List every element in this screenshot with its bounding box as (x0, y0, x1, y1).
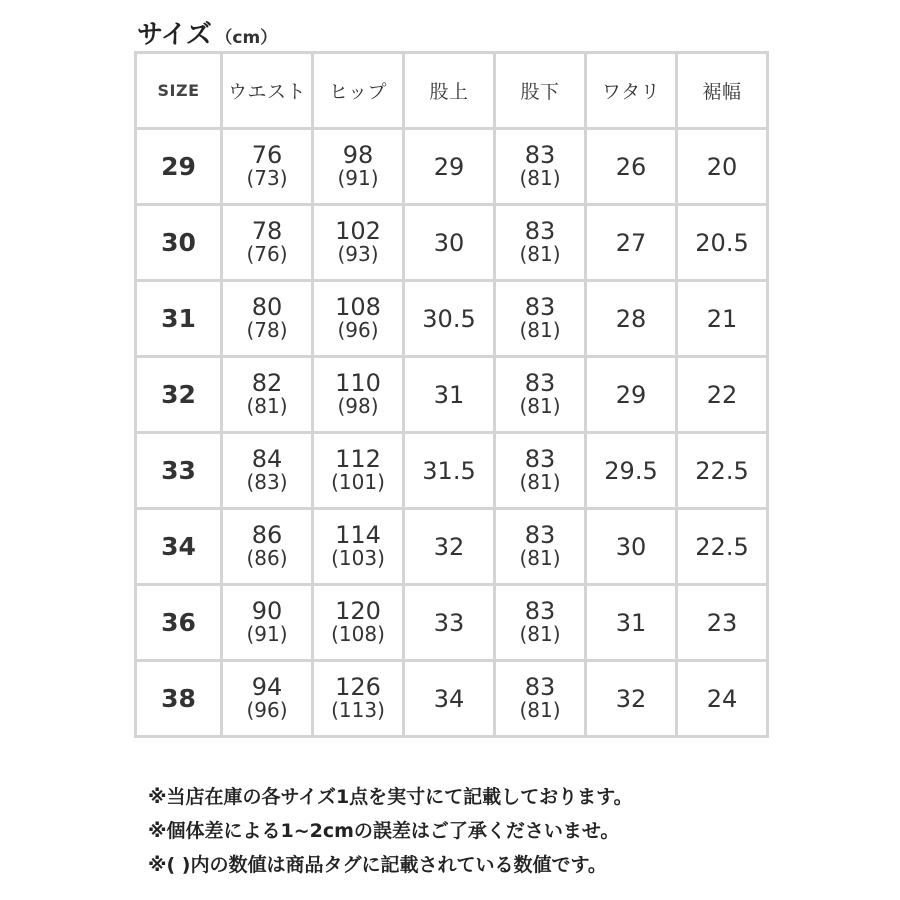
cell-hem (677, 357, 768, 433)
cell-hip-tag: (93) (337, 242, 379, 266)
cell-hip (313, 281, 404, 357)
cell-thigh (586, 357, 677, 433)
cell-hip-actual: 110 (335, 369, 381, 397)
cell-rise-value: 32 (433, 532, 465, 561)
cell-waist-actual: 86 (251, 521, 283, 549)
cell-waist-tag: (73) (246, 166, 288, 190)
cell-waist (222, 357, 313, 433)
cell-rise (404, 433, 495, 509)
cell-thigh (586, 433, 677, 509)
cell-size (136, 205, 222, 281)
cell-inseam-tag: (81) (519, 470, 561, 494)
cell-inseam-actual: 83 (524, 521, 556, 549)
cell-hem-value: 21 (706, 304, 738, 333)
cell-size (136, 129, 222, 205)
cell-waist-tag: (96) (246, 698, 288, 722)
cell-rise (404, 509, 495, 585)
cell-hem-value: 20 (706, 152, 738, 181)
cell-waist-actual: 80 (251, 293, 283, 321)
cell-inseam-tag: (81) (519, 166, 561, 190)
note-tag-values: ※( )内の数値は商品タグに記載されている数値です。 (148, 854, 607, 876)
cell-size (136, 357, 222, 433)
cell-inseam-actual: 83 (524, 293, 556, 321)
table-row (136, 357, 768, 433)
cell-rise-value: 33 (433, 608, 465, 637)
cell-hip-actual: 98 (342, 141, 374, 169)
cell-waist (222, 661, 313, 737)
cell-thigh-value: 32 (615, 684, 647, 713)
cell-inseam (495, 205, 586, 281)
table-row (136, 585, 768, 661)
cell-waist-actual: 90 (251, 597, 283, 625)
cell-hip (313, 129, 404, 205)
cell-inseam-tag: (81) (519, 242, 561, 266)
title-unit: （cm） (215, 28, 278, 48)
cell-hem (677, 509, 768, 585)
cell-inseam-actual: 83 (524, 369, 556, 397)
cell-size (136, 661, 222, 737)
cell-rise (404, 205, 495, 281)
cell-thigh (586, 509, 677, 585)
title-main: サイズ (137, 20, 212, 50)
cell-inseam-actual: 83 (524, 445, 556, 473)
cell-hip (313, 433, 404, 509)
cell-waist (222, 205, 313, 281)
cell-waist-actual: 76 (251, 141, 283, 169)
note-stock: ※当店在庫の各サイズ1点を実寸にて記載しております。 (148, 786, 633, 808)
cell-hem-value: 24 (706, 684, 738, 713)
cell-hem-value: 22.5 (695, 532, 749, 561)
cell-hem (677, 585, 768, 661)
table-body (136, 129, 768, 737)
cell-inseam (495, 129, 586, 205)
cell-hip-actual: 112 (335, 445, 381, 473)
header-waist: ウエスト (222, 53, 313, 129)
table-row (136, 661, 768, 737)
cell-hip (313, 509, 404, 585)
header-size: SIZE (136, 53, 222, 129)
cell-rise-value: 29 (433, 152, 465, 181)
cell-thigh (586, 281, 677, 357)
cell-size-value: 33 (161, 456, 196, 485)
cell-rise (404, 661, 495, 737)
cell-rise (404, 281, 495, 357)
cell-inseam-tag: (81) (519, 622, 561, 646)
header-row (136, 53, 768, 129)
cell-hem-value: 20.5 (695, 228, 749, 257)
cell-waist-actual: 82 (251, 369, 283, 397)
cell-thigh-value: 31 (615, 608, 647, 637)
cell-thigh-value: 28 (615, 304, 647, 333)
cell-hem-value: 22.5 (695, 456, 749, 485)
cell-rise (404, 129, 495, 205)
cell-thigh (586, 661, 677, 737)
cell-hip-tag: (96) (337, 318, 379, 342)
table-row (136, 281, 768, 357)
cell-size-value: 30 (161, 228, 196, 257)
cell-size (136, 281, 222, 357)
cell-waist-actual: 84 (251, 445, 283, 473)
cell-inseam-actual: 83 (524, 141, 556, 169)
cell-hip (313, 585, 404, 661)
cell-waist-tag: (78) (246, 318, 288, 342)
cell-hem-value: 23 (706, 608, 738, 637)
cell-thigh-value: 30 (615, 532, 647, 561)
size-table (134, 51, 769, 738)
cell-rise (404, 585, 495, 661)
header-inseam: 股下 (495, 53, 586, 129)
cell-rise-value: 34 (433, 684, 465, 713)
cell-hip-actual: 102 (335, 217, 381, 245)
cell-inseam-actual: 83 (524, 597, 556, 625)
cell-waist (222, 509, 313, 585)
cell-waist (222, 585, 313, 661)
cell-inseam-tag: (81) (519, 698, 561, 722)
cell-inseam (495, 585, 586, 661)
cell-size-value: 29 (161, 152, 196, 181)
cell-size-value: 36 (161, 608, 196, 637)
note-variance: ※個体差による1~2cmの誤差はご了承くださいませ。 (148, 820, 620, 842)
cell-waist-actual: 78 (251, 217, 283, 245)
cell-hip-tag: (98) (337, 394, 379, 418)
cell-hip (313, 205, 404, 281)
header-rise: 股上 (404, 53, 495, 129)
cell-inseam-tag: (81) (519, 546, 561, 570)
cell-rise-value: 31 (433, 380, 465, 409)
cell-inseam (495, 433, 586, 509)
cell-waist-actual: 94 (251, 673, 283, 701)
cell-size (136, 509, 222, 585)
cell-hip-actual: 126 (335, 673, 381, 701)
notes (148, 782, 633, 884)
cell-hem-value: 22 (706, 380, 738, 409)
table-row (136, 509, 768, 585)
cell-hem (677, 205, 768, 281)
cell-size-value: 31 (161, 304, 196, 333)
cell-waist-tag: (81) (246, 394, 288, 418)
cell-hip (313, 661, 404, 737)
cell-waist-tag: (91) (246, 622, 288, 646)
cell-hip-actual: 108 (335, 293, 381, 321)
cell-inseam (495, 509, 586, 585)
cell-waist-tag: (83) (246, 470, 288, 494)
cell-hip-actual: 114 (335, 521, 381, 549)
header-hip: ヒップ (313, 53, 404, 129)
cell-hem (677, 129, 768, 205)
cell-thigh-value: 29.5 (604, 456, 658, 485)
cell-inseam-tag: (81) (519, 394, 561, 418)
cell-inseam (495, 281, 586, 357)
page-title (137, 14, 277, 52)
cell-hip-tag: (91) (337, 166, 379, 190)
cell-hip-tag: (101) (331, 470, 385, 494)
cell-waist (222, 433, 313, 509)
cell-hip-tag: (108) (331, 622, 385, 646)
cell-size (136, 585, 222, 661)
cell-size-value: 38 (161, 684, 196, 713)
cell-size-value: 32 (161, 380, 196, 409)
cell-inseam (495, 661, 586, 737)
cell-waist-tag: (86) (246, 546, 288, 570)
cell-thigh-value: 26 (615, 152, 647, 181)
cell-thigh-value: 27 (615, 228, 647, 257)
cell-waist (222, 281, 313, 357)
cell-inseam (495, 357, 586, 433)
table-row (136, 205, 768, 281)
table-row (136, 129, 768, 205)
cell-hip-tag: (103) (331, 546, 385, 570)
header-hem: 裾幅 (677, 53, 768, 129)
cell-hem (677, 433, 768, 509)
cell-thigh (586, 205, 677, 281)
cell-thigh-value: 29 (615, 380, 647, 409)
cell-rise (404, 357, 495, 433)
cell-hip-tag: (113) (331, 698, 385, 722)
cell-thigh (586, 585, 677, 661)
cell-inseam-actual: 83 (524, 217, 556, 245)
table-row (136, 433, 768, 509)
cell-waist (222, 129, 313, 205)
cell-hem (677, 661, 768, 737)
cell-hip-actual: 120 (335, 597, 381, 625)
cell-waist-tag: (76) (246, 242, 288, 266)
cell-inseam-actual: 83 (524, 673, 556, 701)
cell-rise-value: 31.5 (422, 456, 476, 485)
cell-inseam-tag: (81) (519, 318, 561, 342)
cell-rise-value: 30.5 (422, 304, 476, 333)
header-thigh: ワタリ (586, 53, 677, 129)
cell-hem (677, 281, 768, 357)
cell-thigh (586, 129, 677, 205)
cell-size-value: 34 (161, 532, 196, 561)
cell-hip (313, 357, 404, 433)
cell-rise-value: 30 (433, 228, 465, 257)
cell-size (136, 433, 222, 509)
